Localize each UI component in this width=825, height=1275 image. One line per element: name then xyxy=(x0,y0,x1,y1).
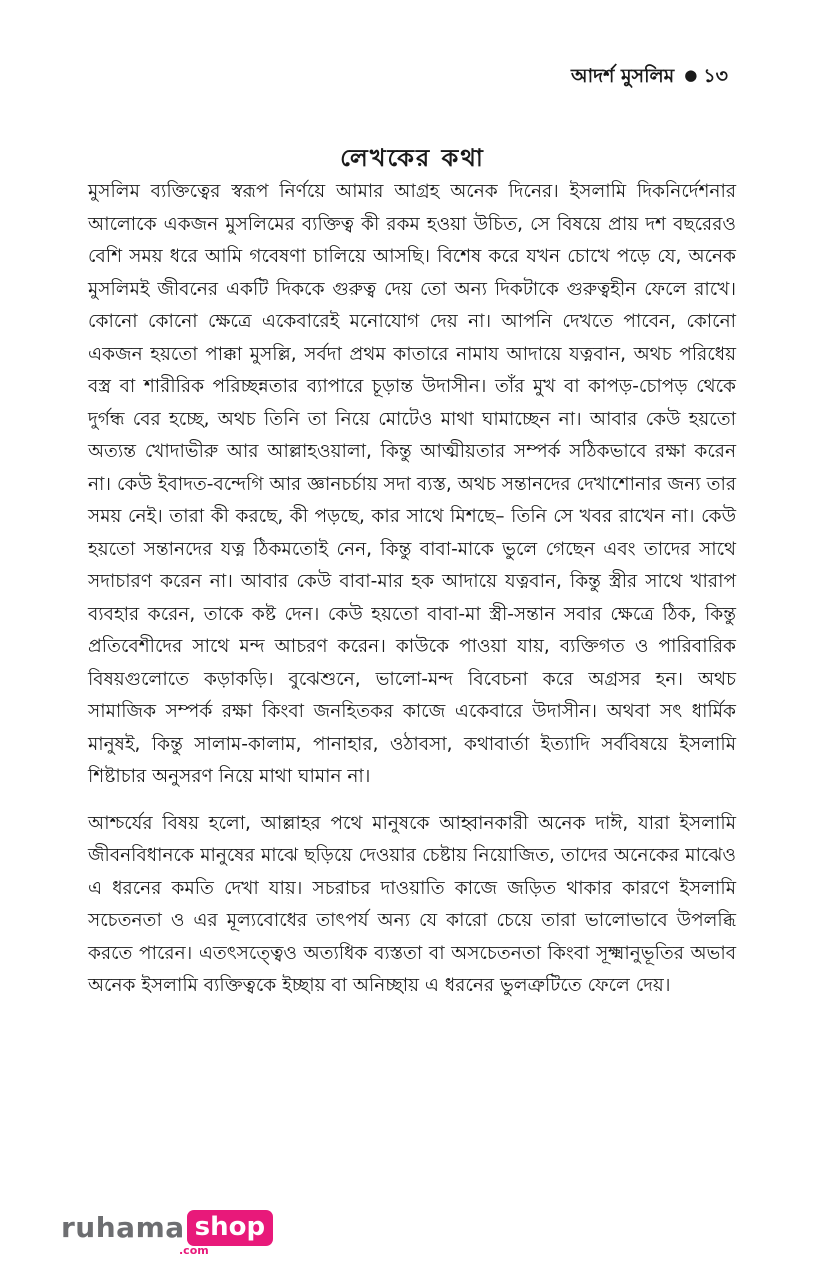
running-header xyxy=(571,62,728,94)
paragraph-1: মুসলিম ব্যক্তিত্বের স্বরূপ নির্ণয়ে আমার আগ্রহ অনেক দিনের। ইসলামি দিকনির্দেশনার আলোকে একজন মুসলিমের ব্যক্তিত্ব কী রকম হওয়া উচিত, সে বিষয়ে প্রায় দশ বছরেরও বেশি সময় ধরে আমি গবেষণা চালিয়ে আসছি। বিশেষ করে যখন চোখে পড়ে যে, অনেক মুসলিমই জীবনের একটি দিককে গুরুত্ব দেয় তো অন্য দিকটাকে গুরুত্বহীন ফেলে রাখে। কোনো কোনো ক্ষেত্রে একেবারেই মনোযোগ দেয় না। আপনি দেখতে পাবেন, কোনো একজন হয়তো পাক্কা মুসল্লি, সর্বদা প্রথম কাতারে নামায আদায়ে যত্নবান, অথচ পরিধেয় বস্ত্র বা শারীরিক পরিচ্ছন্নতার ব্যাপারে চূড়ান্ত উদাসীন। তাঁর মুখ বা কাপড়-চোপড় থেকে দুর্গন্ধ বের হচ্ছে, অথচ তিনি তা নিয়ে মোটেও মাথা ঘামাচ্ছেন না। আবার কেউ হয়তো অত্যন্ত খোদাভীরু আর আল্লাহওয়ালা, কিন্তু আত্মীয়তার সম্পর্ক সঠিকভাবে রক্ষা করেন না। কেউ ইবাদত-বন্দেগি আর জ্ঞানচর্চায় সদা ব্যস্ত, অথচ সন্তানদের দেখাশোনার জন্য তার সময় নেই। তারা কী করছে, কী পড়ছে, কার সাথে মিশছে– তিনি সে খবর রাখেন না। কেউ হয়তো সন্তানদের যত্ন ঠিকমতোই নেন, কিন্তু বাবা-মাকে ভুলে গেছেন এবং তাদের সাথে সদাচারণ করেন না। আবার কেউ বাবা-মার হক আদায়ে যত্নবান, কিন্তু স্ত্রীর সাথে খারাপ ব্যবহার করেন, তাকে কষ্ট দেন। কেউ হয়তো বাবা-মা স্ত্রী-সন্তান সবার ক্ষেত্রে ঠিক, কিন্তু প্রতিবেশীদের সাথে মন্দ আচরণ করেন। কাউকে পাওয়া যায়, ব্যক্তিগত ও পারিবারিক বিষয়গুলোতে কড়াকড়ি। বুঝেশুনে, ভালো-মন্দ বিবেচনা করে অগ্রসর হন। অথচ সামাজিক সম্পর্ক রক্ষা কিংবা জনহিতকর কাজে একেবারে উদাসীন। অথবা সৎ ধার্মিক মানুষই, কিন্তু সালাম-কালাম, পানাহার, ওঠাবসা, কথাবার্তা ইত্যাদি সর্ববিষয়ে ইসলামি শিষ্টাচার অনুসরণ নিয়ে মাথা ঘামান না। xyxy=(88,181,736,787)
body-text xyxy=(88,176,736,1003)
book-title: আদর্শ মুসলিম xyxy=(570,65,675,87)
paragraph-2: আশ্চর্যের বিষয় হলো, আল্লাহর পথে মানুষকে আহ্বানকারী অনেক দাঈ, যারা ইসলামি জীবনবিধানকে মানুষের মাঝে ছড়িয়ে দেওয়ার চেষ্টায় নিয়োজিত, তাদের অনেকের মাঝেও এ ধরনের কমতি দেখা যায়। সচরাচর দাওয়াতি কাজে জড়িত থাকার কারণে ইসলামি সচেতনতা ও এর মূল্যবোধের তাৎপর্য অন্য যে কারো চেয়ে তারা ভালোভাবে উপলব্ধি করতে পারেন। এতৎসত্ত্বেও অত্যধিক ব্যস্ততা বা অসচেতনতা কিংবা সূক্ষ্মানুভূতির অভাব অনেক ইসলামি ব্যক্তিত্বকে ইচ্ছায় বা অনিচ্ছায় এ ধরনের ভুলত্রুটিতে ফেলে দেয়। xyxy=(88,812,736,996)
ruhamashop-logo xyxy=(61,1210,273,1257)
bullet-icon: ● xyxy=(684,66,698,84)
page-number: ১৩ xyxy=(703,65,728,87)
logo-wordmark-badge: shop xyxy=(187,1210,273,1246)
logo-domain: .com xyxy=(179,1244,209,1257)
logo-wordmark-left: ruhama xyxy=(61,1211,185,1244)
chapter-title: লেখকের কথা xyxy=(340,144,485,172)
